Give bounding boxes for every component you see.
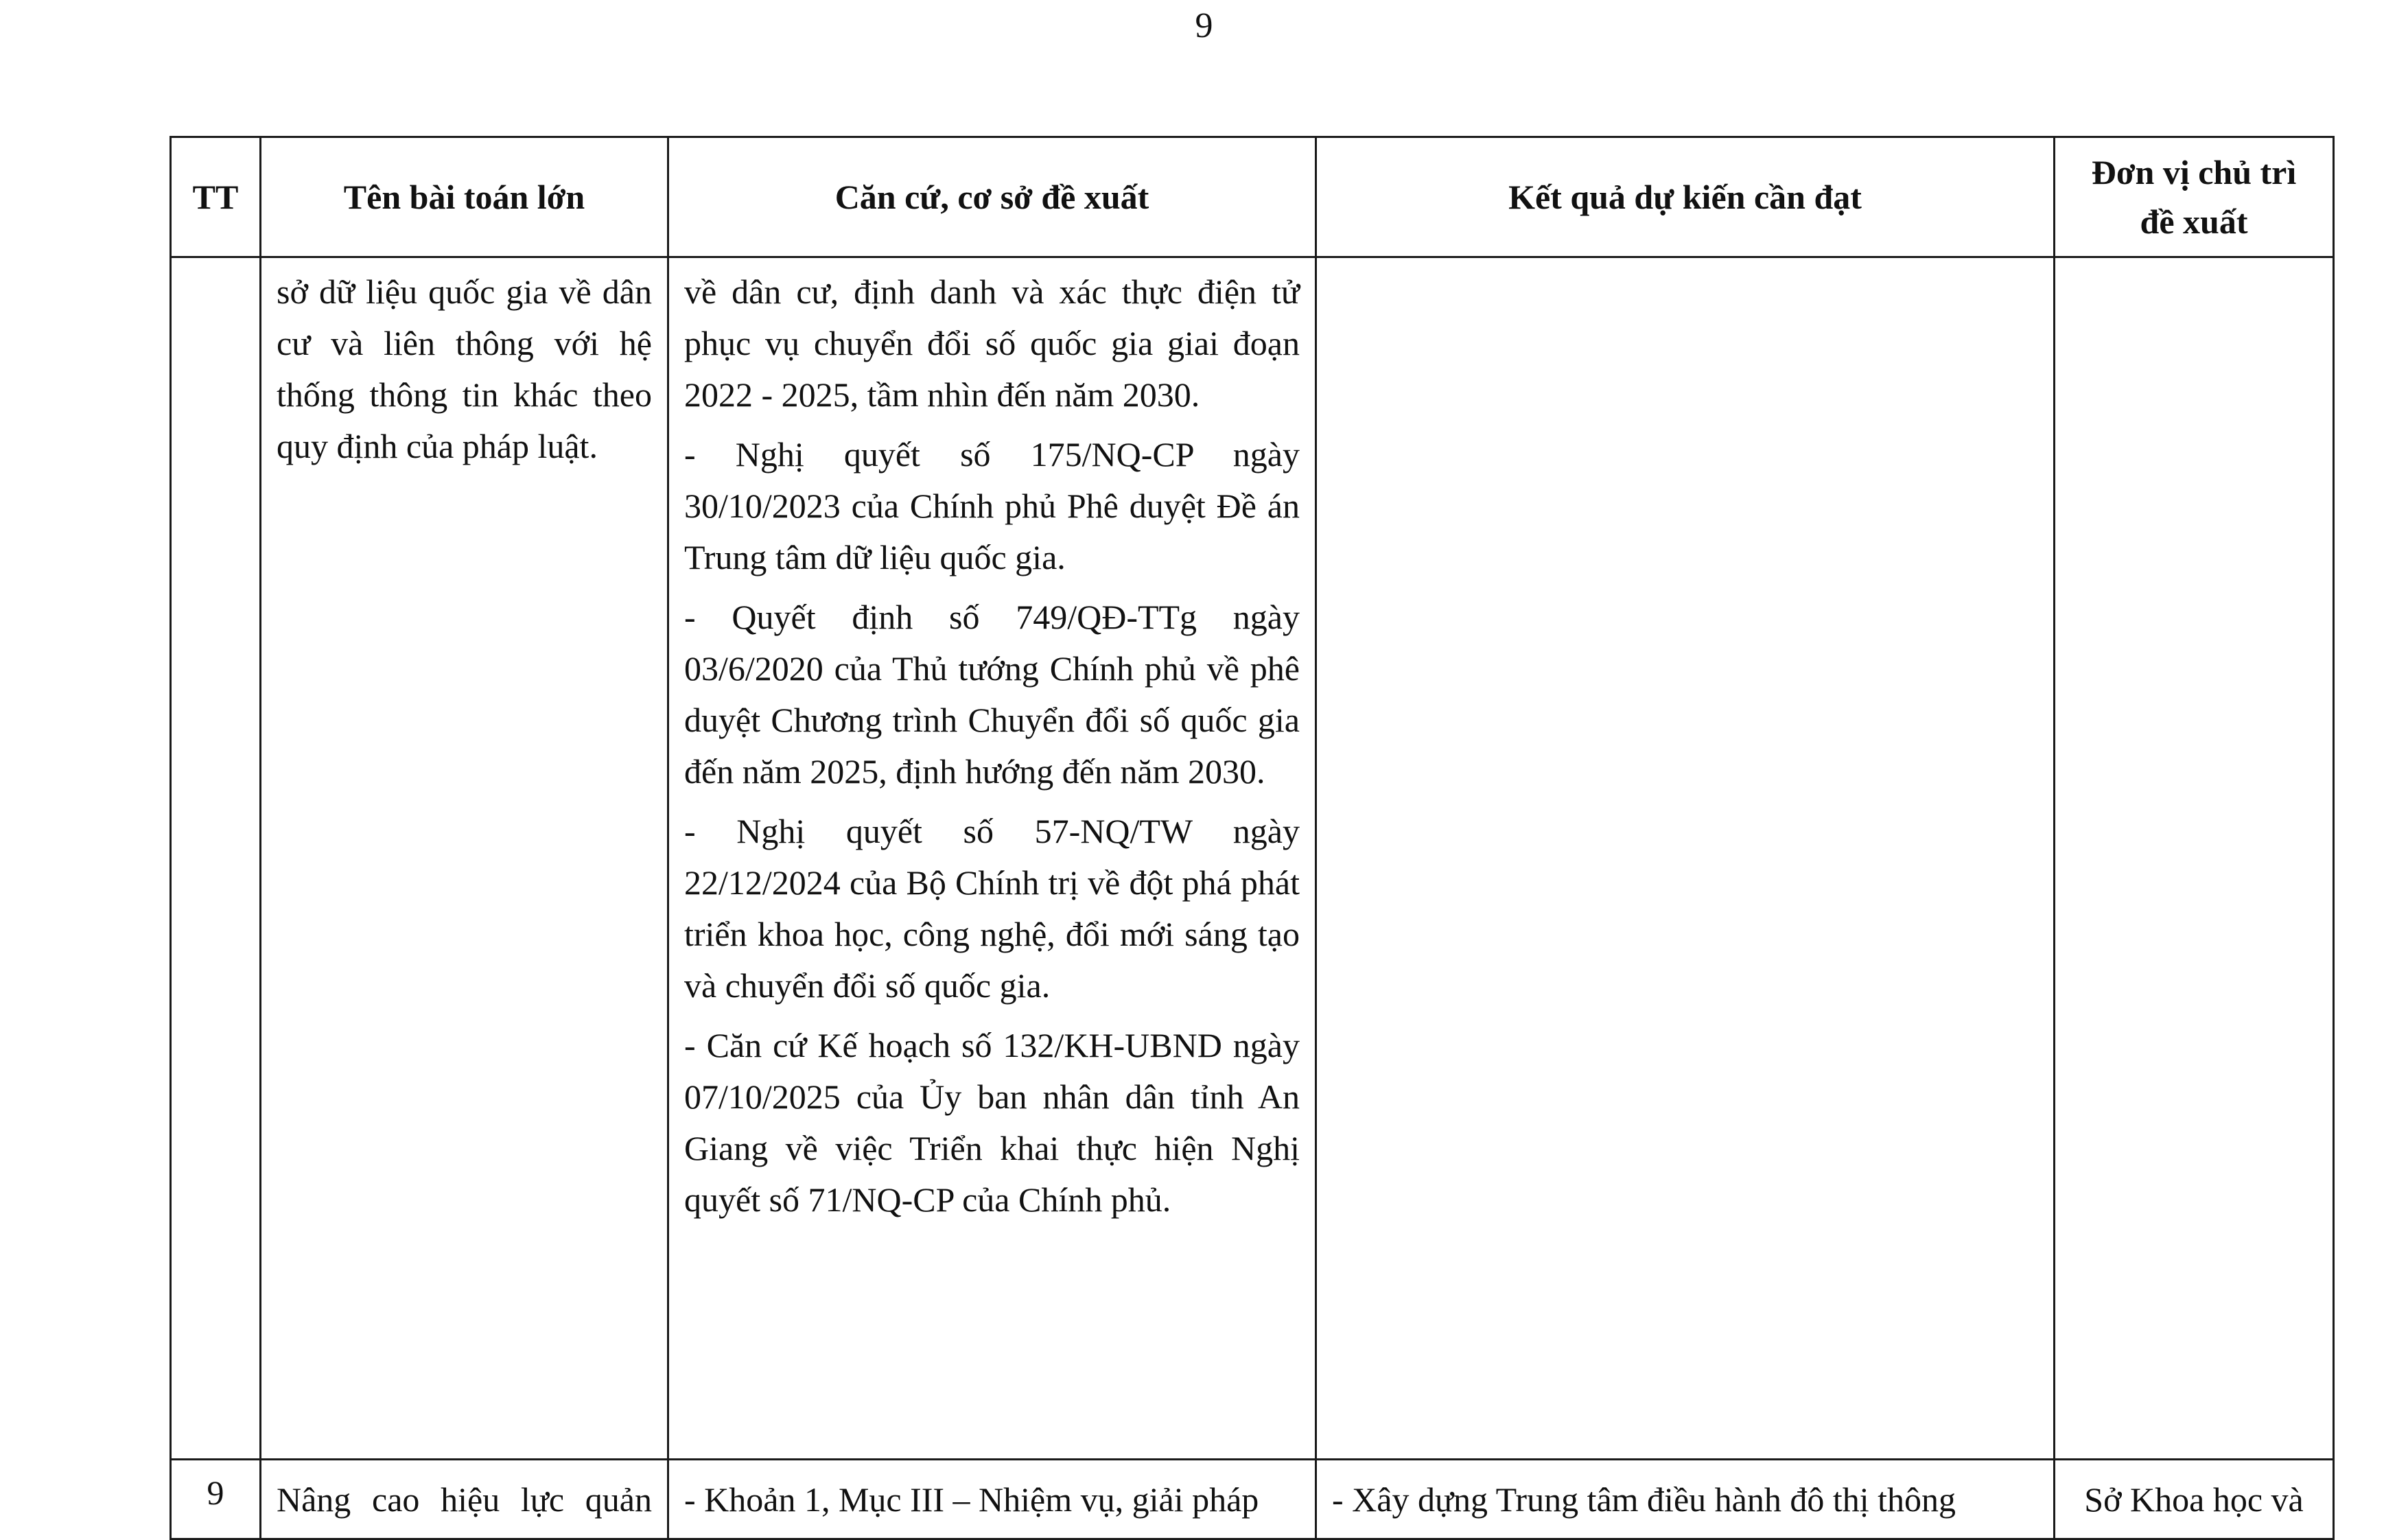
row-unit-cell [2055,1460,2334,1539]
row-name: Nâng cao hiệu lực quản [277,1480,652,1519]
row-unit [2055,257,2334,1460]
header-result: Kết quả dự kiến cần đạt [1316,137,2055,257]
header-unit-line1: Đơn vị chủ trì [2091,152,2297,191]
basis-item: - Quyết định số 749/QĐ-TTg ngày 03/6/2020 của Thủ tướng Chính phủ về phê duyệt Chương trình Chuyển đổi số quốc gia đến năm 2025, định hướng đến năm 2030. [684,598,1300,791]
row-basis-cell [668,257,1316,1460]
table-header-row [171,137,2334,257]
row-tt [171,257,261,1460]
proposal-table [170,136,2335,1540]
header-unit [2055,137,2334,257]
row-name-cell [261,1460,668,1539]
row-basis-cell [668,1460,1316,1539]
header-name: Tên bài toán lớn [261,137,668,257]
basis-item: - Nghị quyết số 57-NQ/TW ngày 22/12/2024 của Bộ Chính trị về đột phá phát triển khoa học, công nghệ, đổi mới sáng tạo và chuyển đổi số quốc gia. [684,812,1300,1005]
header-basis: Căn cứ, cơ sở đề xuất [668,137,1316,257]
row-unit: Sở Khoa học và [2084,1480,2304,1519]
table-row [171,1460,2334,1539]
row-name-cell [261,257,668,1460]
table-row [171,257,2334,1460]
basis-item: về dân cư, định danh và xác thực điện tử phục vụ chuyển đổi số quốc gia giai đoạn 2022 - 2025, tầm nhìn đến năm 2030. [684,272,1300,414]
page-number: 9 [1195,6,1213,45]
row-name: sở dữ liệu quốc gia về dân cư và liên thông với hệ thống thông tin khác theo quy định của pháp luật. [277,272,652,465]
row-basis: - Khoản 1, Mục III – Nhiệm vụ, giải pháp [684,1480,1259,1519]
header-tt: TT [171,137,261,257]
basis-item: - Nghị quyết số 175/NQ-CP ngày 30/10/2023 của Chính phủ Phê duyệt Đề án Trung tâm dữ liệu quốc gia. [684,435,1300,576]
header-unit-line2: đề xuất [2140,202,2248,241]
row-result-cell [1316,1460,2055,1539]
row-tt: 9 [171,1460,261,1539]
basis-item: - Căn cứ Kế hoạch số 132/KH-UBND ngày 07/10/2025 của Ủy ban nhân dân tỉnh An Giang về việc Triển khai thực hiện Nghị quyết số 71/NQ-CP của Chính phủ. [684,1026,1300,1219]
row-result [1316,257,2055,1460]
row-result: - Xây dựng Trung tâm điều hành đô thị thông [1332,1480,1956,1519]
